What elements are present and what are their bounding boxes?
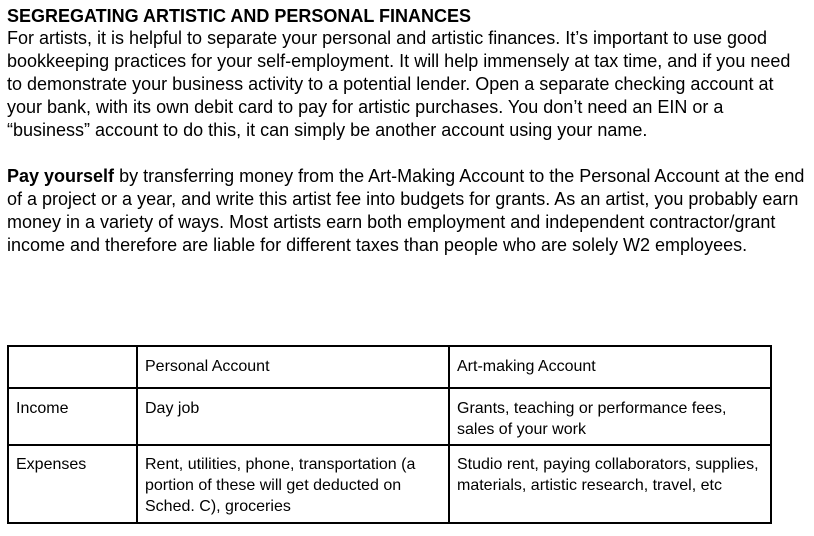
row-label-income: Income	[8, 388, 137, 445]
pay-yourself-text: by transferring money from the Art-Making Account to the Personal Account at the end of a project or a year, and write this artist fee into budgets for grants. As an artist, you probably earn money in a variety of ways. Most artists earn both employment and independent contractor/grant income and therefore are liable for different taxes than people who are solely W2 employees.	[7, 166, 805, 255]
header-cell-empty	[8, 346, 137, 388]
row-label-expenses: Expenses	[8, 445, 137, 523]
income-personal-cell: Day job	[137, 388, 449, 445]
expenses-art-cell: Studio rent, paying collaborators, supplies, materials, artistic research, travel, etc	[449, 445, 771, 523]
pay-yourself-lead: Pay yourself	[7, 166, 115, 186]
income-art-cell: Grants, teaching or performance fees, sales of your work	[449, 388, 771, 445]
section-heading: SEGREGATING ARTISTIC AND PERSONAL FINANCES	[7, 6, 472, 26]
table-header-row	[8, 346, 771, 388]
document-body	[7, 5, 807, 257]
header-cell-personal-account: Personal Account	[137, 346, 449, 388]
paragraph-pay-yourself	[7, 165, 807, 257]
table-row-expenses	[8, 445, 771, 523]
paragraph-separate-finances: For artists, it is helpful to separate your personal and artistic finances. It’s important to use good bookkeeping practices for your self-employment. It will help immensely at tax time, and if you need to demonstrate your business activity to a potential lender. Open a separate checking account at your bank, with its own debit card to pay for artistic purchases. You don’t need an EIN or a “business” account to do this, it can simply be another account using your name.	[7, 28, 791, 140]
finances-table	[7, 345, 772, 524]
table-row-income	[8, 388, 771, 445]
header-cell-art-making-account: Art-making Account	[449, 346, 771, 388]
expenses-personal-cell: Rent, utilities, phone, transportation (a portion of these will get deducted on Sched. C), groceries	[137, 445, 449, 523]
